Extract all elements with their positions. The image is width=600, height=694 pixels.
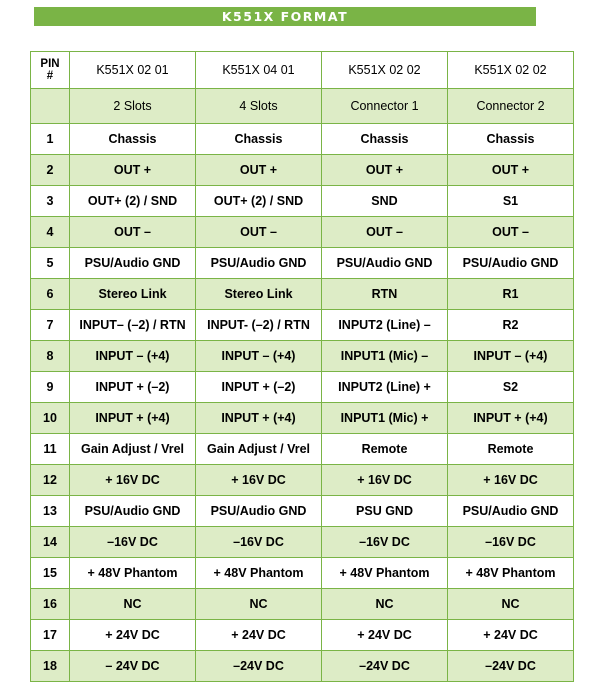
pin-assignment-cell: + 48V Phantom [70, 558, 196, 589]
pin-number: 11 [31, 434, 70, 465]
table-row [31, 372, 574, 403]
pin-number: 18 [31, 651, 70, 682]
pin-assignment-cell: S1 [448, 186, 574, 217]
model-header: K551X 02 02 [448, 52, 574, 89]
subheader-cell: 4 Slots [196, 89, 322, 124]
subheader-blank-cell [31, 89, 70, 124]
pin-assignment-cell: NC [322, 589, 448, 620]
pin-assignment-cell: INPUT – (+4) [70, 341, 196, 372]
pin-assignment-cell: Stereo Link [196, 279, 322, 310]
pin-assignment-cell: + 48V Phantom [196, 558, 322, 589]
pin-assignment-cell: OUT+ (2) / SND [70, 186, 196, 217]
pin-assignment-cell: OUT – [322, 217, 448, 248]
pin-assignment-cell: + 24V DC [322, 620, 448, 651]
table-row [31, 465, 574, 496]
table-row [31, 279, 574, 310]
pin-assignment-cell: + 24V DC [196, 620, 322, 651]
model-header: K551X 02 01 [70, 52, 196, 89]
pin-assignment-cell: Gain Adjust / Vrel [196, 434, 322, 465]
pin-assignment-cell: OUT + [196, 155, 322, 186]
pin-number: 8 [31, 341, 70, 372]
pin-assignment-cell: OUT – [196, 217, 322, 248]
pin-assignment-cell: INPUT + (+4) [448, 403, 574, 434]
pin-assignment-cell: OUT – [70, 217, 196, 248]
pin-assignment-cell: Chassis [322, 124, 448, 155]
pin-assignment-cell: Chassis [196, 124, 322, 155]
pin-header-label: PIN # [40, 58, 60, 82]
pin-assignment-cell: PSU/Audio GND [70, 248, 196, 279]
pin-assignment-cell: INPUT- (–2) / RTN [196, 310, 322, 341]
pin-assignment-cell: PSU/Audio GND [196, 496, 322, 527]
pin-assignment-cell: + 24V DC [448, 620, 574, 651]
pin-assignment-cell: PSU GND [322, 496, 448, 527]
pin-number: 9 [31, 372, 70, 403]
pin-assignment-cell: – 24V DC [70, 651, 196, 682]
pin-assignment-cell: NC [70, 589, 196, 620]
table-row [31, 589, 574, 620]
pin-assignment-cell: Remote [448, 434, 574, 465]
pin-assignment-cell: –16V DC [196, 527, 322, 558]
table-row [31, 217, 574, 248]
model-header: K551X 02 02 [322, 52, 448, 89]
pin-assignment-cell: NC [196, 589, 322, 620]
table-row [31, 620, 574, 651]
pin-column-header [31, 52, 70, 89]
table-row [31, 186, 574, 217]
pin-assignment-cell: + 48V Phantom [322, 558, 448, 589]
subheader-cell: Connector 1 [322, 89, 448, 124]
pin-assignment-cell: INPUT + (–2) [70, 372, 196, 403]
pin-number: 14 [31, 527, 70, 558]
pin-number: 2 [31, 155, 70, 186]
pin-assignment-cell: OUT + [322, 155, 448, 186]
page-title: K551X FORMAT [221, 9, 349, 24]
table-subheader-row [31, 89, 574, 124]
pin-assignment-cell: OUT + [70, 155, 196, 186]
pin-number: 6 [31, 279, 70, 310]
pin-assignment-cell: PSU/Audio GND [196, 248, 322, 279]
pin-assignment-cell: + 16V DC [70, 465, 196, 496]
subheader-cell: 2 Slots [70, 89, 196, 124]
pin-assignment-cell: INPUT + (+4) [196, 403, 322, 434]
pin-assignment-cell: PSU/Audio GND [448, 248, 574, 279]
table-row [31, 403, 574, 434]
pin-assignment-cell: INPUT + (–2) [196, 372, 322, 403]
pin-assignment-cell: INPUT + (+4) [70, 403, 196, 434]
model-header: K551X 04 01 [196, 52, 322, 89]
pin-assignment-cell: + 24V DC [70, 620, 196, 651]
pin-assignment-cell: INPUT2 (Line) + [322, 372, 448, 403]
pin-assignment-cell: + 16V DC [196, 465, 322, 496]
pin-assignment-cell: INPUT1 (Mic) – [322, 341, 448, 372]
pin-assignment-cell: RTN [322, 279, 448, 310]
pin-assignment-cell: Chassis [448, 124, 574, 155]
pin-number: 3 [31, 186, 70, 217]
pin-assignment-cell: + 16V DC [322, 465, 448, 496]
pin-assignment-cell: Remote [322, 434, 448, 465]
pin-number: 4 [31, 217, 70, 248]
pin-assignment-cell: SND [322, 186, 448, 217]
table-row [31, 434, 574, 465]
pin-assignment-cell: PSU/Audio GND [322, 248, 448, 279]
table-row [31, 248, 574, 279]
pin-number: 7 [31, 310, 70, 341]
pin-number: 16 [31, 589, 70, 620]
table-row [31, 341, 574, 372]
pin-number: 5 [31, 248, 70, 279]
pin-number: 10 [31, 403, 70, 434]
pin-assignment-cell: INPUT – (+4) [448, 341, 574, 372]
pin-assignment-cell: + 48V Phantom [448, 558, 574, 589]
pin-number: 1 [31, 124, 70, 155]
pin-assignment-cell: OUT + [448, 155, 574, 186]
pin-assignment-cell: –24V DC [322, 651, 448, 682]
pin-assignment-cell: NC [448, 589, 574, 620]
pin-assignment-cell: –16V DC [70, 527, 196, 558]
pin-number: 13 [31, 496, 70, 527]
pin-assignment-cell: –24V DC [196, 651, 322, 682]
pin-number: 12 [31, 465, 70, 496]
pin-assignment-cell: INPUT– (–2) / RTN [70, 310, 196, 341]
pin-assignment-cell: INPUT1 (Mic) + [322, 403, 448, 434]
pin-assignment-cell: OUT+ (2) / SND [196, 186, 322, 217]
pinout-table [30, 51, 574, 682]
pin-assignment-cell: –16V DC [448, 527, 574, 558]
pin-assignment-cell: Chassis [70, 124, 196, 155]
pin-assignment-cell: Gain Adjust / Vrel [70, 434, 196, 465]
table-row [31, 496, 574, 527]
pin-assignment-cell: + 16V DC [448, 465, 574, 496]
pin-assignment-cell: –24V DC [448, 651, 574, 682]
pin-assignment-cell: PSU/Audio GND [70, 496, 196, 527]
pin-assignment-cell: R1 [448, 279, 574, 310]
pin-assignment-cell: PSU/Audio GND [448, 496, 574, 527]
table-row [31, 651, 574, 682]
table-row [31, 124, 574, 155]
pin-assignment-cell: Stereo Link [70, 279, 196, 310]
pin-assignment-cell: OUT – [448, 217, 574, 248]
pin-number: 15 [31, 558, 70, 589]
pin-assignment-cell: INPUT2 (Line) – [322, 310, 448, 341]
table-row [31, 527, 574, 558]
table-row [31, 155, 574, 186]
table-row [31, 558, 574, 589]
table-row [31, 310, 574, 341]
table-header-row [31, 52, 574, 89]
pin-assignment-cell: S2 [448, 372, 574, 403]
pin-assignment-cell: –16V DC [322, 527, 448, 558]
pin-number: 17 [31, 620, 70, 651]
page-title-banner [34, 7, 536, 26]
pin-assignment-cell: R2 [448, 310, 574, 341]
pin-assignment-cell: INPUT – (+4) [196, 341, 322, 372]
subheader-cell: Connector 2 [448, 89, 574, 124]
